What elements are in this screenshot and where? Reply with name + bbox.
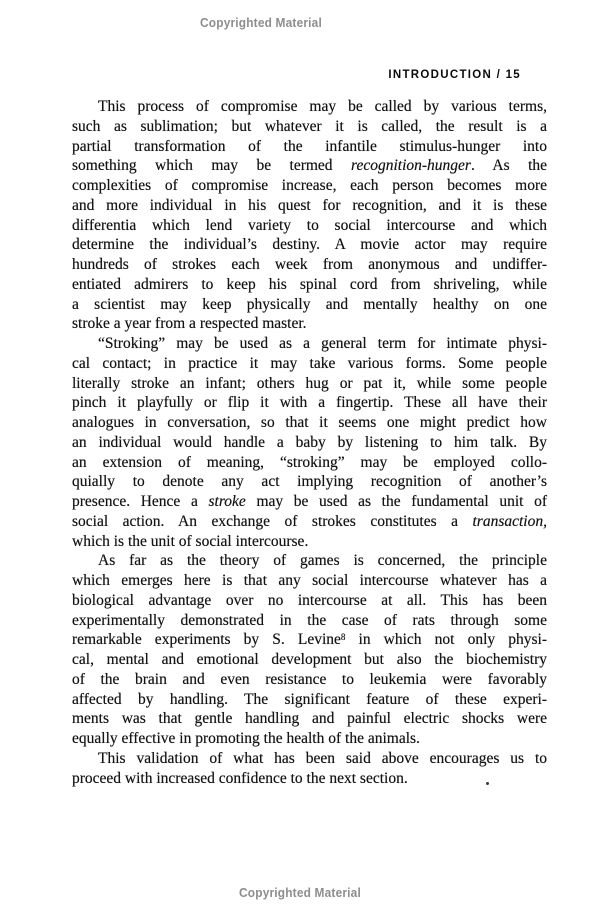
text-line: stroke a year from a respected master. [72,315,307,333]
text-line: remarkable experiments by S. Levine$^8$ in which not only physi- [72,631,547,649]
text-line: partial transformation of the infantile stimulus-hunger into [72,137,547,155]
text-line: which is the unit of social intercourse. [72,532,309,550]
text-line: which emerges here is that any social intercourse whatever has a [72,572,547,589]
text-line: literally stroke an infant; others hug or pat it, while some people [72,374,547,392]
text-line: proceed with increased confidence to the next section. [72,769,408,787]
text-line: As far as the theory of games is concerned, the principle [98,552,547,570]
text-line: analogues in conversation, so that it seems one might predict how [72,414,547,431]
text-line: biological advantage over no intercourse at all. This has been [72,591,547,609]
text-line: complexities of compromise increase, each person becomes more [72,177,547,194]
text-line: equally effective in promoting the health of the animals. [72,730,420,747]
text-line: “Stroking” may be used as a general term for intimate physi- [98,335,547,352]
text-line: presence. Hence a stroke may be used as the fundamental unit of [72,493,547,510]
text-line: something which may be termed recognition-hunger. As the [72,157,548,175]
text-line: affected by handling. The significant feature of these experi- [72,690,547,708]
copyright-notice-bottom: Copyrighted Material [239,886,361,900]
text-line: cal contact; in practice it may take various forms. Some people [72,354,547,372]
text-line: experimentally demonstrated in the case of rats through some [72,611,547,629]
text-line: ments was that gentle handling and painful electric shocks were [72,710,547,728]
text-line: This process of compromise may be called by various terms, [98,98,547,115]
copyright-notice-top: Copyrighted Material [200,16,322,30]
text-line: and more individual in his quest for recognition, and it is these [72,196,547,214]
scan-speck-artifact [486,782,489,785]
text-line: pinch it playfully or flip it with a fingertip. These all have their [72,394,547,412]
text-line: social action. An exchange of strokes constitutes a transaction, [72,512,547,530]
text-line: determine the individual’s destiny. A movie actor may require [72,236,547,254]
text-line: cal, mental and emotional development but also the biochemistry [72,651,547,668]
text-line: quially to denote any act implying recognition of another’s [72,473,547,491]
text-line: entiated admirers to keep his spinal cord from shriveling, while [72,275,547,293]
running-head: INTRODUCTION / 15 [388,68,521,82]
text-line: an individual would handle a baby by listening to him talk. By [72,433,547,451]
text-line: of the brain and even resistance to leukemia were favorably [72,670,547,688]
text-line: This validation of what has been said above encourages us to [98,749,547,767]
text-line: such as sublimation; but whatever it is called, the result is a [72,117,547,135]
text-block [72,97,547,788]
text-line: an extension of meaning, “stroking” may be employed collo- [72,453,547,471]
text-line: a scientist may keep physically and mentally healthy on one [72,295,547,313]
text-line: differentia which lend variety to social intercourse and which [72,216,547,234]
text-line: hundreds of strokes each week from anonymous and undiffer- [72,256,547,273]
